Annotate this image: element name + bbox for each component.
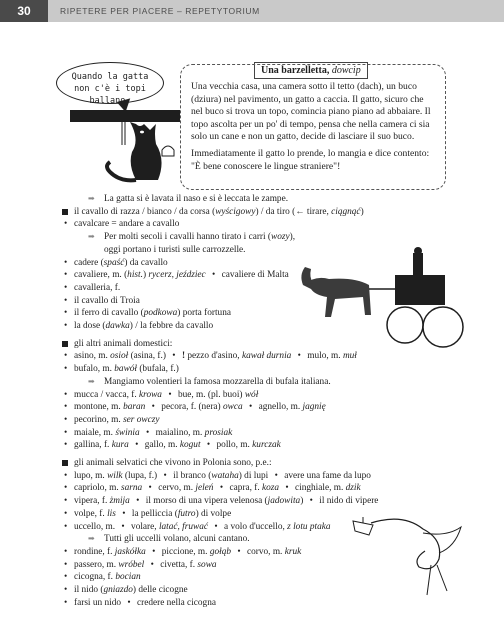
square-bullet-icon — [62, 460, 68, 466]
section-heading — [62, 457, 482, 470]
note-line — [62, 231, 482, 244]
bullet-icon: • — [64, 308, 68, 319]
text-run: il morso di una vipera velenosa ( — [145, 496, 268, 507]
bullet-icon: • — [64, 414, 68, 425]
text-run: gli animali selvatici che vivono in Polonia sono, p.e.: — [74, 458, 272, 469]
bullet-icon: • — [64, 508, 68, 519]
text-run: avere una fame da lupo — [284, 470, 371, 481]
arrow-icon: ➡ — [88, 232, 95, 242]
text-run: maiale, m. — [74, 427, 116, 438]
separator-bullet: • — [206, 440, 211, 451]
arrow-icon: ➡ — [88, 194, 95, 203]
text-run: wół — [244, 389, 259, 400]
text-run: spaść — [103, 257, 125, 268]
text-run: asino, m. — [74, 351, 111, 362]
text-run: ), — [289, 232, 296, 243]
text-run: cicogna, f. — [74, 572, 116, 583]
text-run: mucca / vacca, f. — [74, 389, 140, 400]
joke-box — [180, 64, 446, 190]
bullet-icon: • — [64, 521, 68, 532]
text-run: baran — [123, 402, 146, 413]
text-run: piccione, m. — [161, 546, 210, 557]
text-run: bufalo, m. — [74, 364, 115, 375]
text-run: ) porta fortuna — [177, 308, 231, 319]
text-run: il nido di vipere — [319, 496, 379, 507]
cat-icon — [70, 110, 180, 190]
bullet-item — [62, 401, 482, 414]
bullet-item — [62, 414, 482, 427]
text-run: uccello, m. — [74, 521, 116, 532]
text-run: muł — [342, 351, 357, 362]
separator-bullet: • — [274, 470, 278, 481]
text-run: świnia — [115, 427, 140, 438]
text-run: (lupa, f.) — [122, 470, 158, 481]
text-run: wozy — [271, 232, 290, 243]
text-run: maialino, m. — [155, 427, 205, 438]
text-run: kura — [111, 440, 129, 451]
joke-title-italic: dowcip — [331, 65, 361, 76]
bullet-item — [62, 439, 482, 452]
text-run: bocian — [115, 572, 141, 583]
text-run: farsi un nido — [74, 597, 121, 608]
text-run: ser owczy — [123, 414, 160, 425]
text-run: pezzo d'asino, — [187, 351, 242, 362]
text-run: ) da cavallo — [124, 257, 168, 268]
text-run: Per molti secoli i cavalli hanno tirato i carri ( — [104, 232, 272, 243]
text-run: prosiak — [204, 427, 233, 438]
text-run: wilk — [107, 470, 123, 481]
note-line — [62, 193, 482, 206]
text-run: cadere ( — [74, 257, 104, 268]
bullet-icon: • — [64, 270, 68, 281]
text-run: la dose ( — [74, 321, 106, 332]
text-run: il cavallo di razza / bianco / da corsa ( — [74, 206, 216, 217]
text-run: jadowita — [267, 496, 301, 507]
bullet-item — [62, 470, 482, 483]
joke-paragraph-1: Una vecchia casa, una camera sotto il tetto (dach), un buco (dziura) nel pavimento, un gatto a caccia. Il gatto, sicuro che nel buco si trova un topo, comincia piano piano ad abbaiare. Il topo ascolta per un po' di tempo, pensa che nella camera ci sia solo un cane e non un gatto, decide di lasciare il suo buco. — [191, 81, 431, 143]
text-run: ) delle cicogne — [132, 585, 188, 596]
text-run: gołąb — [209, 546, 231, 557]
text-run: (bufala, f.) — [137, 364, 179, 375]
bullet-icon: • — [64, 483, 68, 494]
text-run: montone, m. — [74, 402, 124, 413]
separator-bullet: • — [148, 483, 152, 494]
text-run: cavalleria, f. — [74, 282, 121, 293]
text-run: osioł — [110, 351, 129, 362]
bullet-icon: • — [64, 440, 68, 451]
text-run: lis — [107, 508, 116, 519]
stork-icon — [343, 503, 473, 598]
bullet-icon: • — [64, 546, 68, 557]
text-run: kogut — [179, 440, 201, 451]
separator-bullet: • — [122, 508, 126, 519]
text-run: futro — [177, 508, 196, 519]
text-run: cavaliere di Malta — [221, 270, 289, 281]
text-run: il cavallo di Troia — [74, 295, 140, 306]
separator-bullet: • — [127, 597, 131, 608]
bullet-item — [62, 482, 482, 495]
text-run: passero, m. — [74, 559, 119, 570]
text-run: ciągnąć — [331, 206, 361, 217]
separator-bullet: • — [152, 546, 156, 557]
text-run: volare, — [131, 521, 159, 532]
text-run: podkowa — [143, 308, 178, 319]
separator-bullet: • — [285, 483, 289, 494]
text-run: (asina, f.) — [128, 351, 166, 362]
separator-bullet: • — [214, 521, 218, 532]
bullet-icon: • — [64, 496, 68, 507]
text-run: pecora, f. (nera) — [161, 402, 223, 413]
joke-title-bold: Una barzelletta, — [261, 65, 330, 76]
bullet-item — [62, 389, 482, 402]
text-run: kruk — [284, 546, 302, 557]
separator-bullet: • — [219, 483, 224, 494]
text-run: cinghiale, m. — [295, 483, 346, 494]
text-run: pecorino, m. — [74, 414, 124, 425]
joke-paragraph-2: Immediatamente il gatto lo prende, lo mangia e dice contento: "È bene conoscere le lingue straniere"! — [191, 147, 430, 172]
text-run: jagnię — [302, 402, 326, 413]
text-run: civetta, f. — [160, 559, 198, 570]
page-header — [0, 0, 504, 22]
bullet-item — [62, 363, 482, 376]
separator-bullet: • — [163, 470, 167, 481]
square-bullet-icon — [62, 341, 68, 347]
text-run: pollo, m. — [216, 440, 253, 451]
text-run: il nido ( — [74, 585, 104, 596]
text-run: cavalcare = andare a cavallo — [74, 219, 180, 230]
separator-bullet: • — [151, 402, 155, 413]
text-run: rondine, f. — [74, 546, 115, 557]
stork-illustration — [343, 503, 473, 598]
text-run: la pelliccia ( — [131, 508, 178, 519]
text-run: bue, m. (pl. buoi) — [177, 389, 245, 400]
text-run: Mangiamo volentieri la famosa mozzarella di bufala italiana. — [104, 376, 331, 387]
text-run: capriolo, m. — [74, 483, 121, 494]
text-run: oggi portano i turisti sulle carrozzelle. — [104, 244, 246, 255]
separator-bullet: • — [297, 351, 301, 362]
text-run: krowa — [139, 389, 162, 400]
bullet-icon: • — [64, 585, 68, 596]
cat-illustration — [70, 110, 180, 190]
text-run: lupo, m. — [74, 470, 108, 481]
arrow-icon: ➡ — [88, 534, 95, 544]
separator-bullet: • — [237, 546, 241, 557]
text-run: a volo d'uccello, — [224, 521, 288, 532]
bullet-icon: • — [64, 351, 68, 362]
text-run: La gatta si è lavata il naso e si è leccata le zampe. — [104, 194, 289, 204]
arrow-icon: ➡ — [88, 376, 95, 386]
text-run: dawka — [105, 321, 130, 332]
separator-bullet: • — [212, 270, 216, 281]
text-run: ) — [142, 270, 149, 281]
text-run: mulo, m. — [307, 351, 343, 362]
text-run: ) / da tiro (← tirare, — [255, 206, 332, 217]
bullet-icon: • — [64, 295, 68, 306]
text-run: rycerz, jeździec — [148, 270, 206, 281]
text-run: wróbel — [118, 559, 145, 570]
note-line — [62, 376, 482, 389]
bullet-icon: • — [64, 572, 68, 583]
text-run: corvo, m. — [247, 546, 285, 557]
bullet-icon: • — [64, 389, 68, 400]
separator-bullet: • — [150, 559, 154, 570]
text-run: cavaliere, m. ( — [74, 270, 128, 281]
text-run: bawół — [114, 364, 138, 375]
text-run: volpe, f. — [74, 508, 108, 519]
separator-bullet: • — [168, 389, 172, 400]
text-run: ) di volpe — [195, 508, 232, 519]
text-run: kurczak — [252, 440, 281, 451]
separator-bullet: • — [135, 440, 139, 451]
text-run: ! — [181, 351, 188, 362]
square-bullet-icon — [62, 209, 68, 215]
bullet-icon: • — [64, 364, 68, 375]
bullet-icon: • — [64, 427, 68, 438]
text-run: capra, f. — [229, 483, 262, 494]
text-run: koza — [261, 483, 280, 494]
bullet-icon: • — [64, 219, 68, 230]
text-run: vipera, f. — [74, 496, 110, 507]
separator-bullet: • — [136, 496, 140, 507]
text-run: gniazdo — [103, 585, 133, 596]
separator-bullet: • — [172, 351, 176, 362]
text-run: gallina, f. — [74, 440, 112, 451]
page-number: 30 — [0, 0, 48, 22]
text-run: ) — [360, 206, 364, 217]
separator-bullet: • — [145, 427, 150, 438]
text-run: credere nella cicogna — [137, 597, 216, 608]
text-run: gli altri animali domestici: — [74, 338, 173, 349]
bullet-icon: • — [64, 559, 68, 570]
bubble-line-2: non c'è i topi ballano. — [74, 84, 146, 106]
bullet-icon: • — [64, 282, 68, 293]
text-run: latać, fruwać — [158, 521, 209, 532]
bullet-item — [62, 427, 482, 440]
text-run: owca — [222, 402, 243, 413]
text-run: ) — [300, 496, 304, 507]
text-run: il ferro di cavallo ( — [74, 308, 144, 319]
bubble-line-1: Quando la gatta — [71, 72, 149, 82]
text-run: hist. — [127, 270, 143, 281]
text-run: Tutti gli uccelli volano, alcuni cantano. — [104, 534, 250, 545]
horse-carriage-illustration — [295, 245, 465, 360]
text-run: agnello, m. — [258, 402, 303, 413]
separator-bullet: • — [121, 521, 125, 532]
text-run: sowa — [197, 559, 217, 570]
text-run: dzik — [345, 483, 361, 494]
section-heading — [62, 206, 482, 219]
bullet-icon: • — [64, 470, 68, 481]
text-run: cervo, m. — [158, 483, 196, 494]
bullet-item — [62, 597, 482, 610]
text-run: sarna — [121, 483, 143, 494]
text-run: kawał durnia — [241, 351, 292, 362]
speech-bubble — [56, 62, 164, 104]
text-run: wataha — [211, 470, 239, 481]
text-run: ) di lupi — [238, 470, 269, 481]
horse-carriage-icon — [295, 245, 465, 360]
bullet-icon: • — [64, 321, 68, 332]
text-run: gallo, m. — [144, 440, 180, 451]
text-run: jeleń — [195, 483, 214, 494]
running-title: RIPETERE PER PIACERE – REPETYTORIUM — [60, 6, 260, 16]
text-run: ) / la febbre da cavallo — [129, 321, 214, 332]
text-run: z lotu ptaka — [287, 521, 331, 532]
text-run: jaskółka — [114, 546, 146, 557]
bullet-item — [62, 218, 482, 231]
separator-bullet: • — [248, 402, 253, 413]
separator-bullet: • — [309, 496, 313, 507]
bullet-icon: • — [64, 257, 68, 268]
bullet-icon: • — [64, 402, 68, 413]
bullet-icon: • — [64, 597, 68, 608]
text-run: żmija — [109, 496, 130, 507]
text-run: il branco ( — [173, 470, 212, 481]
text-run: wyścigowy — [215, 206, 256, 217]
